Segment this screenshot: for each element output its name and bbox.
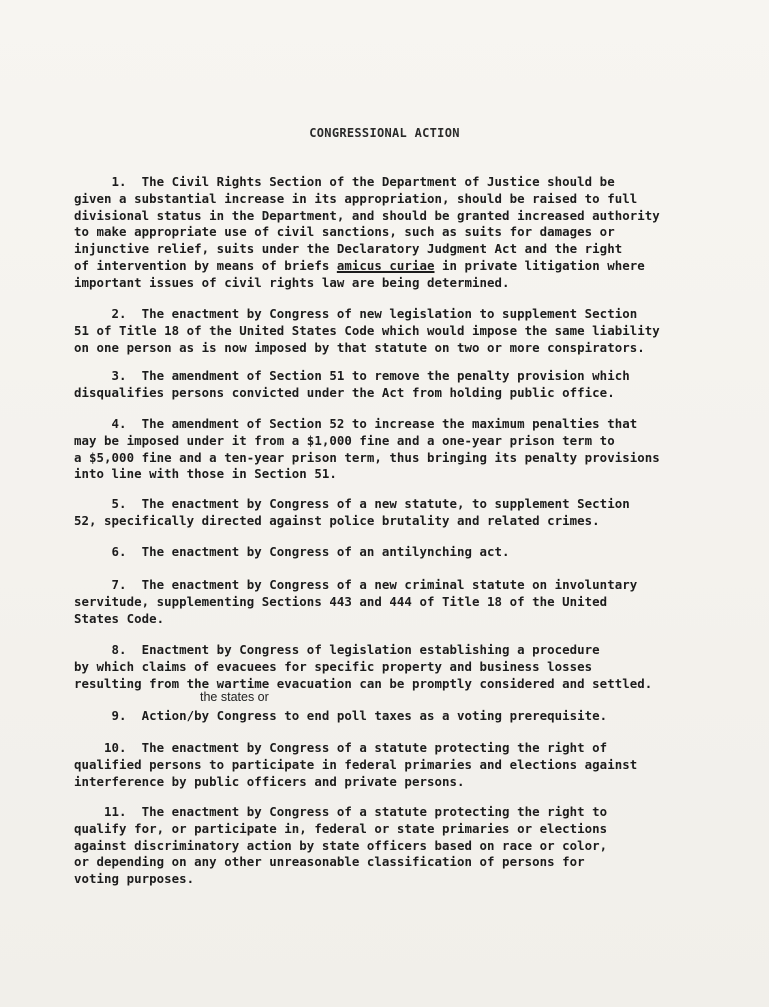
item-4-line-2: may be imposed under it from a $1,000 fine and a one-year prison term to	[74, 432, 615, 448]
item-5	[74, 496, 704, 530]
item-10-line-3: interference by public officers and private persons.	[74, 773, 465, 789]
item-8-line-1: 8. Enactment by Congress of legislation establishing a procedure	[74, 642, 600, 657]
item-11-line-1: 11. The enactment by Congress of a statute protecting the right to	[74, 804, 608, 819]
item-3-line-2: disqualifies persons convicted under the Act from holding public office.	[74, 384, 615, 400]
item-1-line-4: to make appropriate use of civil sanctions, such as suits for damages or	[74, 224, 615, 240]
item-4-line-3: a $5,000 fine and a ten-year prison term, thus bringing its penalty provisions	[74, 449, 660, 465]
item-1-line-7: important issues of civil rights law are being determined.	[74, 274, 510, 290]
item-1-line-6-end: in private litigation where	[434, 257, 645, 273]
item-8-line-3: resulting from the wartime evacuation can be promptly considered and settled.	[74, 675, 653, 691]
page-title: CONGRESSIONAL ACTION	[309, 126, 460, 140]
item-11-line-5: voting purposes.	[74, 871, 195, 887]
item-7-line-2: servitude, supplementing Sections 443 and 444 of Title 18 of the United	[74, 593, 608, 609]
item-8-line-2: by which claims of evacuees for specific property and business losses	[74, 658, 593, 674]
item-5-line-2: 52, specifically directed against police brutality and related crimes.	[74, 512, 600, 528]
item-1-line-3: divisional status in the Department, and should be granted increased authority	[74, 207, 660, 223]
item-4-line-4: into line with those in Section 51.	[74, 466, 337, 482]
item-5-line-1: 5. The enactment by Congress of a new statute, to supplement Section	[74, 496, 630, 511]
item-3-line-1: 3. The amendment of Section 51 to remove the penalty provision which	[74, 368, 630, 383]
item-1	[74, 174, 704, 292]
item-7-line-3: States Code.	[74, 610, 165, 626]
item-4	[74, 416, 704, 483]
item-11-line-4: or depending on any other unreasonable classification of persons for	[74, 854, 585, 870]
item-11-line-2: qualify for, or participate in, federal or state primaries or elections	[74, 820, 608, 836]
item-6-line-1: 6. The enactment by Congress of an antilynching act.	[74, 544, 510, 559]
item-11-line-3: against discriminatory action by state officers based on race or color,	[74, 837, 608, 853]
item-10-line-1: 10. The enactment by Congress of a statute protecting the right of	[74, 740, 608, 755]
item-10	[74, 740, 704, 790]
item-4-line-1: 4. The amendment of Section 52 to increase the maximum penalties that	[74, 416, 638, 431]
item-7-line-1: 7. The enactment by Congress of a new criminal statute on involuntary	[74, 577, 638, 592]
item-9-line-1: 9. Action/by Congress to end poll taxes as a voting prerequisite.	[74, 708, 608, 723]
amicus-curiae-underlined: amicus curiae	[336, 257, 435, 273]
item-2-line-3: on one person as is now imposed by that statute on two or more conspirators.	[74, 339, 645, 355]
item-7	[74, 577, 704, 627]
item-1-line-6	[74, 258, 704, 275]
item-3	[74, 368, 704, 402]
item-9	[74, 708, 704, 725]
item-2-line-1: 2. The enactment by Congress of new legislation to supplement Section	[74, 306, 638, 321]
item-2	[74, 306, 704, 356]
handwritten-insertion: the states or	[200, 690, 269, 704]
item-1-line-5: injunctive relief, suits under the Declaratory Judgment Act and the right	[74, 241, 623, 257]
item-1-line-2: given a substantial increase in its appropriation, should be raised to full	[74, 190, 638, 206]
item-8	[74, 642, 704, 692]
item-11	[74, 804, 704, 888]
item-6	[74, 544, 704, 561]
item-1-line-6-start: of intervention by means of briefs	[74, 257, 337, 273]
item-10-line-2: qualified persons to participate in federal primaries and elections against	[74, 756, 638, 772]
item-1-line-1: 1. The Civil Rights Section of the Department of Justice should be	[74, 174, 615, 189]
item-2-line-2: 51 of Title 18 of the United States Code which would impose the same liability	[74, 322, 660, 338]
